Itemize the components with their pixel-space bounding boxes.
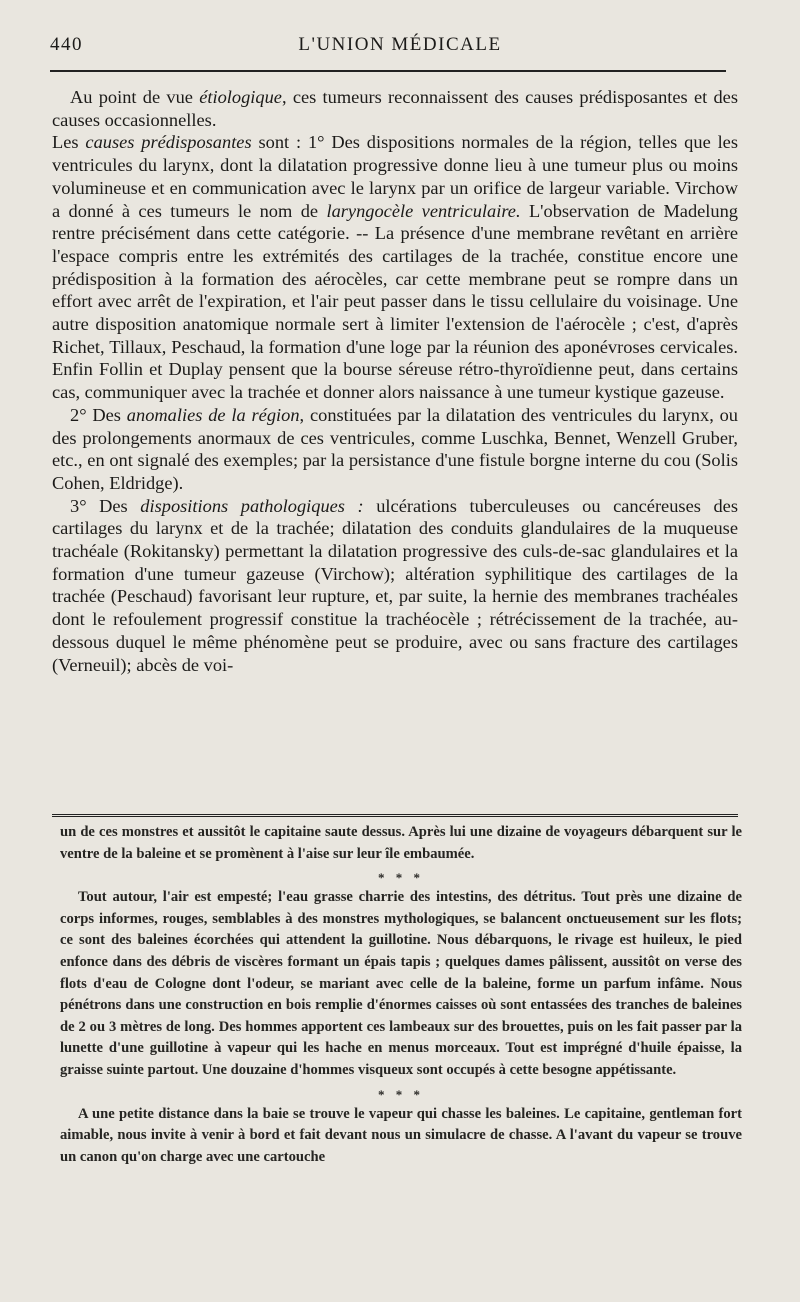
feuilleton-paragraph-2: Tout autour, l'air est empesté; l'eau grasse charrie des intestins, des détritus. Tout près une dizaine de corps informes, rouges, semblables à des monstres mythologiques, se balancent onctueusement sur les flots; ce sont des baleines écorchées qui attendent la guillotine. Nous débarquons, le rivage est huileux, le pied enfonce dans des débris de viscères formant un épais tapis ; quelques dames pâlissent, aussitôt on verse des flots d'eau de Cologne dont l'odeur, se mariant avec celle de la baleine, forme un parfum infâme. Nous pénétrons dans une construction en bois remplie d'énormes caisses où sont entassées des tranches de baleines de 2 ou 3 mètres de long. Des hommes apportent ces lambeaux sur des brouettes, puis on les fait passer par la lunette d'une guillotine à vapeur qui les hache en menus morceaux. Tout est imprégné d'huile épaisse, la graisse suinte partout. Une douzaine d'hommes visqueux sont occupés à cette besogne appétissante. [60,889,742,1078]
text-run: 3° Des [70,495,141,516]
feuilleton-paragraph-1: un de ces monstres et aussitôt le capitaine saute dessus. Après lui une dizaine de voyageurs débarquent sur le ventre de la baleine et se promènent à l'aise sur leur île embaumée. [60,824,742,862]
italic-term: dispositions pathologiques : [140,495,364,516]
italic-term: étiologique [199,87,282,107]
text-run: sont : 1° Des dispositions normales de la région, telles que les ventricules du larynx, dont la dilatation progressive donne lieu à une tumeur plus ou moins volumineuse et en communication avec le larynx par un orifice de largeur variable. Virchow a donné à ces tumeurs le nom de [52,132,739,221]
text-run: , ces tumeurs reconnaissent des causes prédisposantes et des causes occasionnelles. [52,87,738,130]
text-run: , constituées par la dilatation des ventricules du larynx, ou des prolongements anormaux de ces ventricules, comme Luschka, Bennet, Wenzell Gruber, etc., en ont signalé des exemples; par la persistance d'une fistule borgne interne du cou (Solis Cohen, Eldridge). [52,404,739,493]
italic-term: causes prédisposantes [85,132,252,153]
feuilleton [60,822,742,1168]
feuilleton-divider [52,814,738,817]
text-run: Les [52,132,86,153]
page-number: 440 [50,34,83,55]
paragraph-predisposing-causes [52,131,738,403]
feuilleton-paragraph-3: A une petite distance dans la baie se trouve le vapeur qui chasse les baleines. Le capitaine, gentleman fort aimable, nous invite à venir à bord et fait devant nous un simulacre de chasse. A l'avant du vapeur se trouve un canon qu'on charge avec une cartouche [60,1105,742,1165]
italic-term: laryngocèle ventriculaire. [326,200,521,221]
text-run: 2° Des [70,404,127,425]
italic-term: anomalies de la région [126,404,300,425]
paragraph-anomalies [52,404,738,495]
header-rule [50,70,726,72]
main-article [52,86,738,676]
text-run: L'observation de Madelung rentre précisément dans cette catégorie. -- La présence d'une membrane revêtant en arrière l'espace compris entre les extrémités des cartilages de la trachée, constitue encore une prédisposition à la formation des aérocèles, car cette membrane peut se rompre dans un effort avec arrêt de l'expiration, et l'air peut passer dans le tissu cellulaire du voisinage. Une autre disposition anatomique normale sert à limiter l'extension de l'aérocèle ; c'est, d'après Richet, Tillaux, Peschaud, la formation d'une loge par la réunion des aponévroses cervicales. Enfin Follin et Duplay pensent que la bourse séreuse rétro-thyroïdienne peut, dans certains cas, communiquer avec la trachée et donner alors naissance à une tumeur kystique gazeuse. [52,200,739,403]
asterism-2: * * * [378,1086,424,1102]
asterism-1: * * * [378,870,424,886]
text-run: ulcérations tuberculeuses ou cancéreuses des cartilages du larynx et de la trachée; dilatation des conduits glandulaires de la muqueuse trachéale (Rokitansky) permettant la dilatation progressive des culs-de-sac glandulaires et la formation d'une tumeur gazeuse (Virchow); altération syphilitique des cartilages de la trachée (Peschaud) favorisant leur rupture, et, par suite, la hernie des membranes trachéales dont le refoulement progressif constitue la trachéocèle ; rétrécissement de la trachée, au-dessous duquel le même phénomène peut se produire, avec ou sans fracture des cartilages (Verneuil); abcès de voi- [52,495,738,675]
journal-title: L'UNION MÉDICALE [298,34,502,55]
paragraph-etiology [52,86,738,131]
page-header [50,34,750,62]
paragraph-pathological [52,495,738,677]
text-run: Au point de vue [70,87,200,107]
